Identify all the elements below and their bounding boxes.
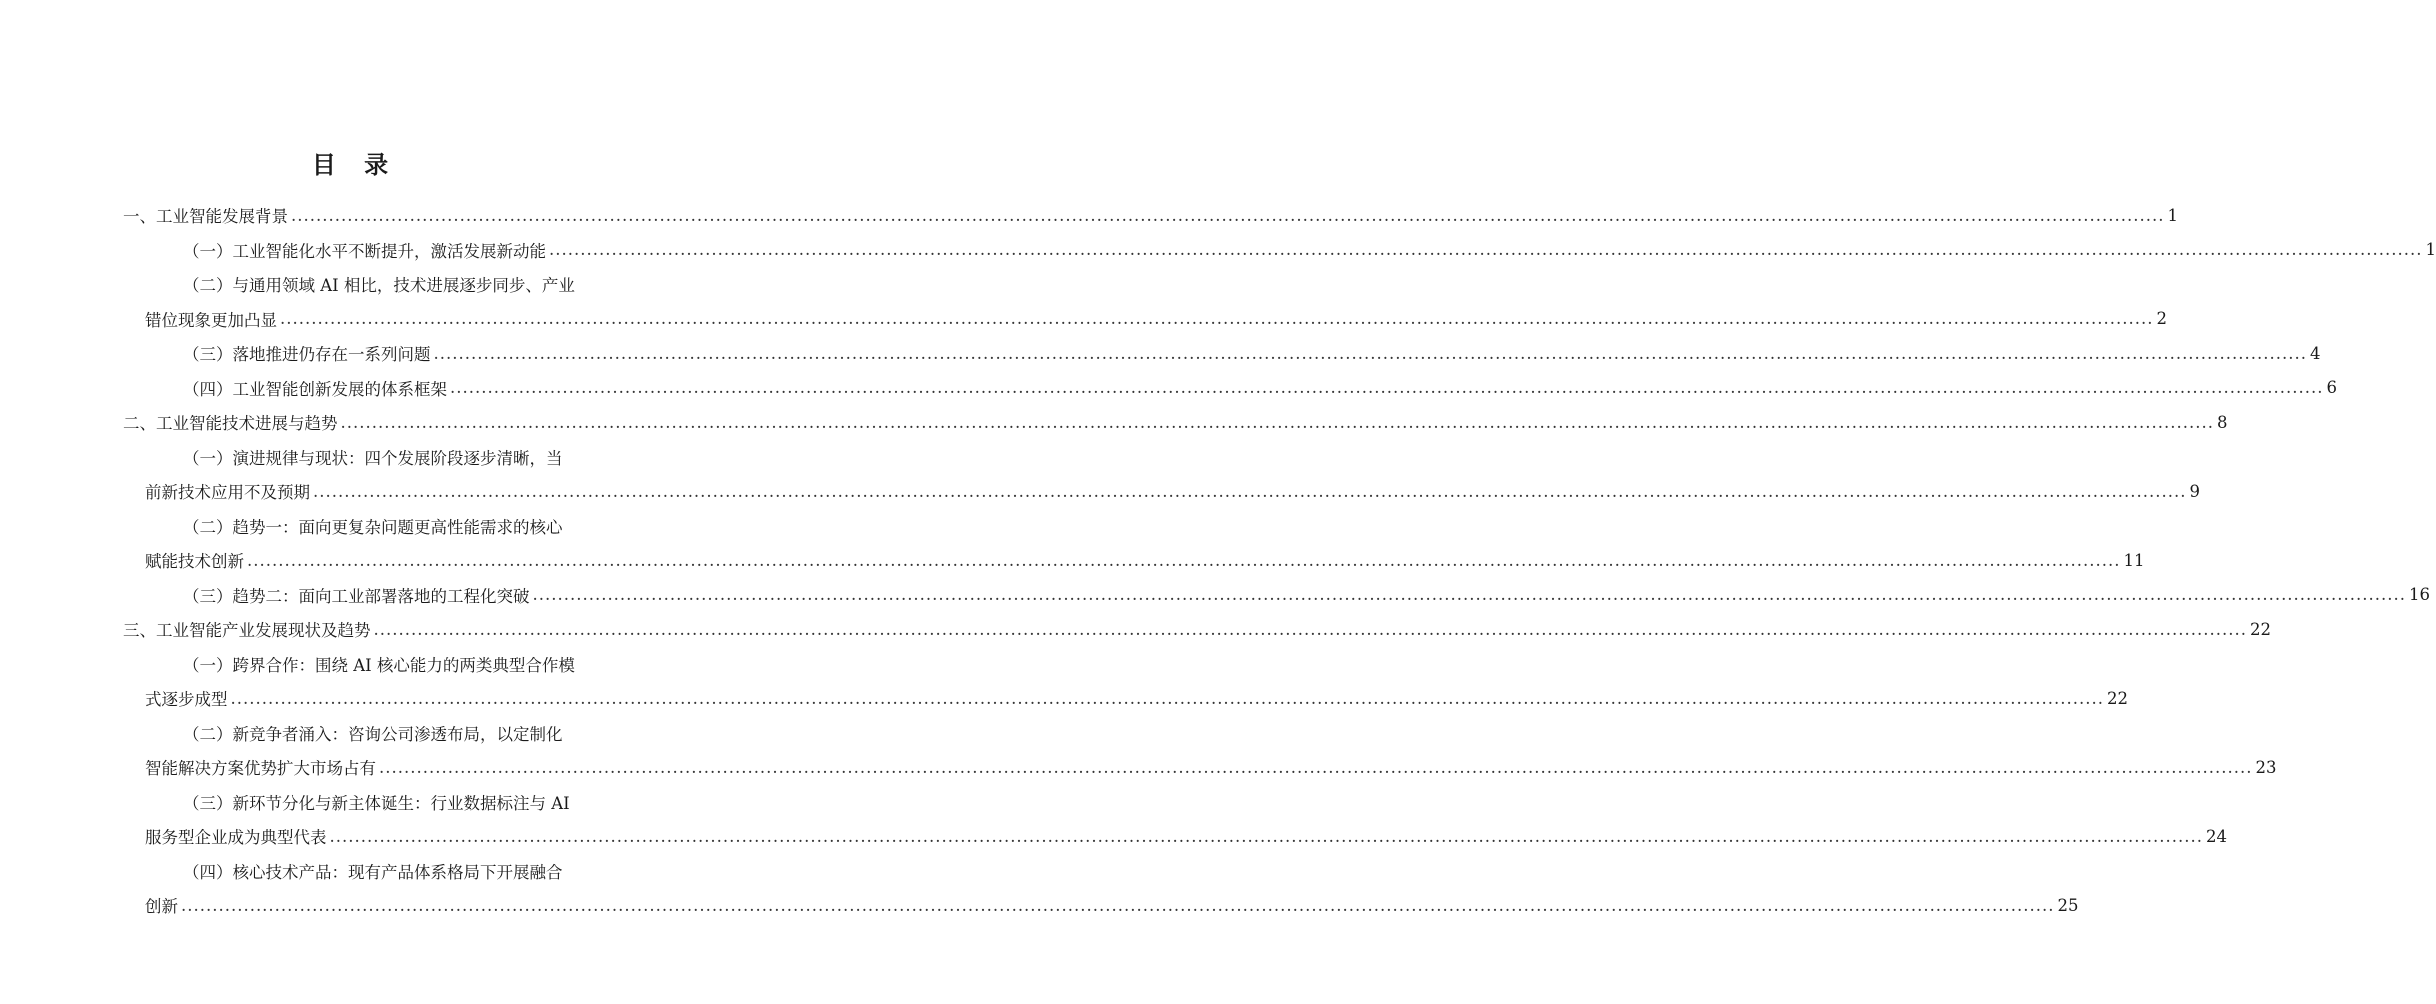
dot-leader: ............................................................................................................................................................................................................................................................................................................ [549, 240, 2423, 260]
toc-entry[interactable] [0, 647, 2128, 716]
toc-entry-text: 赋能技术创新 [145, 552, 244, 572]
toc-entry-text: 二、工业智能技术进展与趋势 [123, 414, 338, 434]
toc-entry-text: （二）趋势一：面向更复杂问题更高性能需求的核心 [183, 517, 563, 537]
toc-entry[interactable] [0, 440, 2200, 509]
page-number: 16 [2408, 585, 2430, 605]
toc-entry-text: （一）演进规律与现状：四个发展阶段逐步清晰，当 [183, 448, 563, 468]
toc-entry[interactable] [0, 785, 2227, 854]
dot-leader: ............................................................................................................................................................................................................................................................................................................ [230, 688, 2104, 708]
toc-entry-text: （一）工业智能化水平不断提升，激活发展新动能 [183, 241, 546, 261]
toc-entry[interactable] [0, 578, 2430, 613]
dot-leader: ............................................................................................................................................................................................................................................................................................................ [340, 412, 2214, 432]
toc-entry-text: （四）工业智能创新发展的体系框架 [183, 379, 447, 399]
page-number: 23 [2255, 757, 2277, 777]
page-number: 6 [2326, 378, 2337, 398]
dot-leader: ............................................................................................................................................................................................................................................................................................................ [379, 757, 2253, 777]
toc-entry-text: 服务型企业成为典型代表 [145, 828, 327, 848]
toc-entry[interactable] [0, 233, 2436, 268]
toc-entry-text: 前新技术应用不及预期 [145, 483, 310, 503]
dot-leader: ............................................................................................................................................................................................................................................................................................................ [247, 550, 2121, 570]
toc-entry-text: （三）落地推进仍存在一系列问题 [183, 345, 431, 365]
toc-entry[interactable] [0, 509, 2145, 578]
dot-leader: ............................................................................................................................................................................................................................................................................................................ [329, 826, 2203, 846]
toc-entry[interactable] [0, 336, 2321, 371]
toc-entry-text: 三、工业智能产业发展现状及趋势 [123, 621, 371, 641]
toc-entry-text: 一、工业智能发展背景 [123, 207, 288, 227]
dot-leader: ............................................................................................................................................................................................................................................................................................................ [433, 343, 2307, 363]
toc-entry[interactable] [0, 405, 2228, 440]
page-number: 11 [2123, 550, 2145, 570]
toc-entry-text: （二）与通用领域 AI 相比，技术进展逐步同步、产业 [183, 276, 575, 296]
toc-entry-text: 式逐步成型 [145, 690, 228, 710]
page-number: 22 [2249, 619, 2271, 639]
page-number: 1 [2425, 240, 2436, 260]
page-number: 2 [2156, 309, 2167, 329]
toc-entry[interactable] [0, 612, 2271, 647]
page-number: 9 [2189, 481, 2200, 501]
dot-leader: ............................................................................................................................................................................................................................................................................................................ [291, 205, 2165, 225]
table-of-contents [0, 198, 2436, 923]
toc-entry[interactable] [0, 854, 2079, 923]
page-number: 22 [2106, 688, 2128, 708]
toc-entry-text: 创新 [145, 897, 178, 917]
dot-leader: ............................................................................................................................................................................................................................................................................................................ [373, 619, 2247, 639]
toc-entry-text: （三）新环节分化与新主体诞生：行业数据标注与 AI [183, 793, 570, 813]
toc-entry[interactable] [0, 267, 2167, 336]
page-number: 4 [2309, 343, 2321, 363]
toc-entry-text: 错位现象更加凸显 [145, 310, 277, 330]
dot-leader: ............................................................................................................................................................................................................................................................................................................ [450, 378, 2324, 398]
page-number: 25 [2057, 895, 2079, 915]
dot-leader: ............................................................................................................................................................................................................................................................................................................ [280, 309, 2154, 329]
toc-entry-text: （四）核心技术产品：现有产品体系格局下开展融合 [183, 862, 563, 882]
toc-entry[interactable] [0, 716, 2277, 785]
toc-entry-text: （二）新竞争者涌入：咨询公司渗透布局，以定制化 [183, 724, 563, 744]
toc-entry-text: （三）趋势二：面向工业部署落地的工程化突破 [183, 586, 530, 606]
toc-entry-text: 智能解决方案优势扩大市场占有 [145, 759, 376, 779]
dot-leader: ............................................................................................................................................................................................................................................................................................................ [181, 895, 2055, 915]
page-title: 目 录 [311, 151, 399, 179]
page-number: 24 [2205, 826, 2227, 846]
toc-entry[interactable] [0, 371, 2337, 406]
page-number: 8 [2216, 412, 2228, 432]
toc-entry[interactable] [0, 198, 2178, 233]
page-number: 1 [2167, 205, 2178, 225]
toc-entry-text: （一）跨界合作：围绕 AI 核心能力的两类典型合作模 [183, 655, 575, 675]
dot-leader: ............................................................................................................................................................................................................................................................................................................ [313, 481, 2187, 501]
dot-leader: ............................................................................................................................................................................................................................................................................................................ [532, 585, 2406, 605]
